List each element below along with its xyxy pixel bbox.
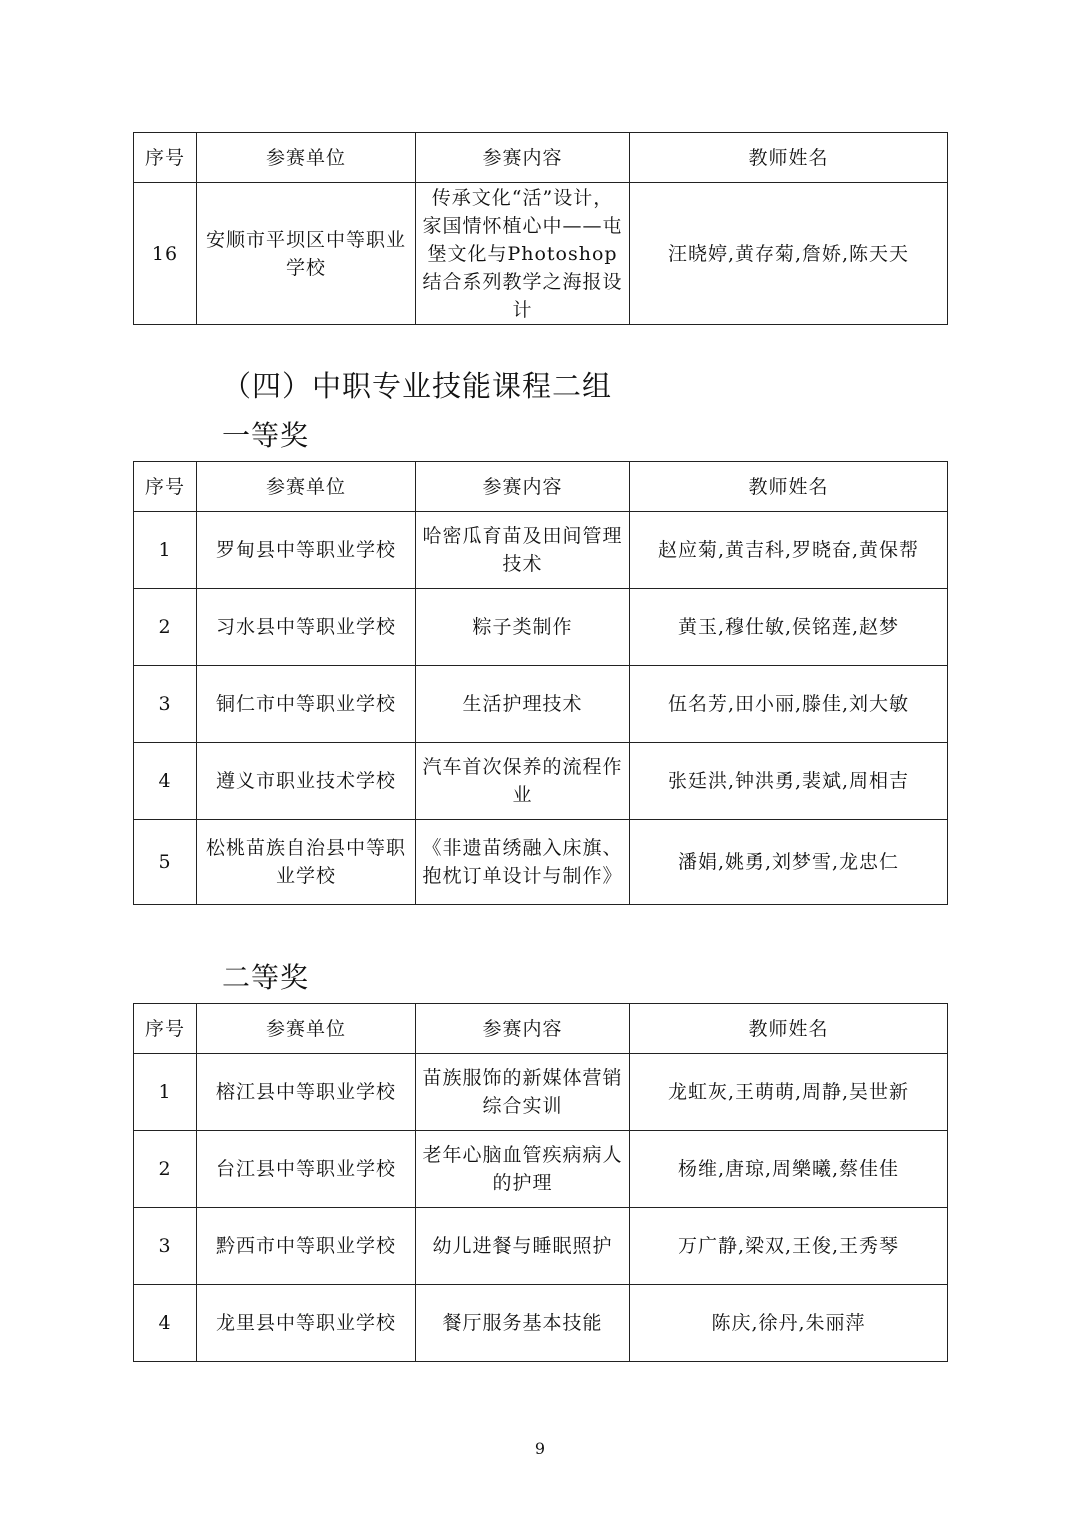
cell-unit: 黔西市中等职业学校 — [197, 1208, 416, 1285]
cell-content: 汽车首次保养的流程作业 — [416, 743, 630, 820]
second-prize-title: 二等奖 — [222, 961, 310, 994]
page-number: 9 — [534, 1439, 546, 1458]
cell-content: 《非遗苗绣融入床旗、抱枕订单设计与制作》 — [416, 820, 630, 905]
cell-teachers: 黄玉,穆仕敏,侯铭莲,赵梦 — [630, 589, 948, 666]
header-unit: 参赛单位 — [197, 1004, 416, 1054]
table-row — [134, 666, 948, 743]
cell-unit: 台江县中等职业学校 — [197, 1131, 416, 1208]
cell-content: 餐厅服务基本技能 — [416, 1285, 630, 1362]
first-prize-title: 一等奖 — [222, 419, 310, 452]
header-no: 序号 — [134, 462, 197, 512]
header-teachers: 教师姓名 — [630, 462, 948, 512]
section-title: （四）中职专业技能课程二组 — [222, 369, 613, 403]
cell-no: 1 — [134, 512, 197, 589]
cell-teachers: 伍名芳,田小丽,滕佳,刘大敏 — [630, 666, 948, 743]
header-unit: 参赛单位 — [197, 462, 416, 512]
continuation-table — [133, 132, 948, 325]
cell-unit: 铜仁市中等职业学校 — [197, 666, 416, 743]
cell-unit: 松桃苗族自治县中等职业学校 — [197, 820, 416, 905]
table-header-row — [134, 1004, 948, 1054]
header-no: 序号 — [134, 133, 197, 183]
cell-teachers: 龙虹灰,王萌萌,周静,吴世新 — [630, 1054, 948, 1131]
second-prize-table — [133, 1003, 948, 1362]
cell-content: 哈密瓜育苗及田间管理技术 — [416, 512, 630, 589]
cell-unit: 榕江县中等职业学校 — [197, 1054, 416, 1131]
cell-content: 生活护理技术 — [416, 666, 630, 743]
header-teachers: 教师姓名 — [630, 1004, 948, 1054]
cell-content: 老年心脑血管疾病病人的护理 — [416, 1131, 630, 1208]
cell-teachers: 赵应菊,黄吉科,罗晓奋,黄保帮 — [630, 512, 948, 589]
table-row — [134, 1208, 948, 1285]
header-content: 参赛内容 — [416, 133, 630, 183]
cell-no: 5 — [134, 820, 197, 905]
header-content: 参赛内容 — [416, 1004, 630, 1054]
cell-no: 2 — [134, 589, 197, 666]
cell-teachers: 万广静,梁双,王俊,王秀琴 — [630, 1208, 948, 1285]
cell-no: 4 — [134, 1285, 197, 1362]
header-unit: 参赛单位 — [197, 133, 416, 183]
cell-unit: 习水县中等职业学校 — [197, 589, 416, 666]
cell-teachers: 潘娟,姚勇,刘梦雪,龙忠仁 — [630, 820, 948, 905]
cell-no: 2 — [134, 1131, 197, 1208]
cell-teachers: 陈庆,徐丹,朱丽萍 — [630, 1285, 948, 1362]
first-prize-table — [133, 461, 948, 905]
table-header-row — [134, 133, 948, 183]
table-row — [134, 1131, 948, 1208]
table-header-row — [134, 462, 948, 512]
table-row — [134, 1054, 948, 1131]
cell-unit: 龙里县中等职业学校 — [197, 1285, 416, 1362]
cell-teachers: 杨维,唐琼,周樂曦,蔡佳佳 — [630, 1131, 948, 1208]
cell-teachers: 张廷洪,钟洪勇,裴斌,周相吉 — [630, 743, 948, 820]
cell-no: 16 — [134, 183, 197, 325]
table-row — [134, 589, 948, 666]
cell-content: 苗族服饰的新媒体营销综合实训 — [416, 1054, 630, 1131]
table-row — [134, 512, 948, 589]
table-row — [134, 183, 948, 325]
cell-content: 粽子类制作 — [416, 589, 630, 666]
cell-unit: 安顺市平坝区中等职业学校 — [197, 183, 416, 325]
cell-teachers: 汪晓婷,黄存菊,詹娇,陈天天 — [630, 183, 948, 325]
cell-unit: 遵义市职业技术学校 — [197, 743, 416, 820]
header-content: 参赛内容 — [416, 462, 630, 512]
cell-content: 幼儿进餐与睡眠照护 — [416, 1208, 630, 1285]
cell-content: 传承文化“活”设计，家国情怀植心中——屯堡文化与Photoshop结合系列教学之海报设计 — [416, 183, 630, 325]
cell-no: 1 — [134, 1054, 197, 1131]
cell-unit: 罗甸县中等职业学校 — [197, 512, 416, 589]
header-teachers: 教师姓名 — [630, 133, 948, 183]
table-row — [134, 1285, 948, 1362]
table-row — [134, 743, 948, 820]
table-row — [134, 820, 948, 905]
header-no: 序号 — [134, 1004, 197, 1054]
cell-no: 3 — [134, 666, 197, 743]
cell-no: 3 — [134, 1208, 197, 1285]
cell-no: 4 — [134, 743, 197, 820]
